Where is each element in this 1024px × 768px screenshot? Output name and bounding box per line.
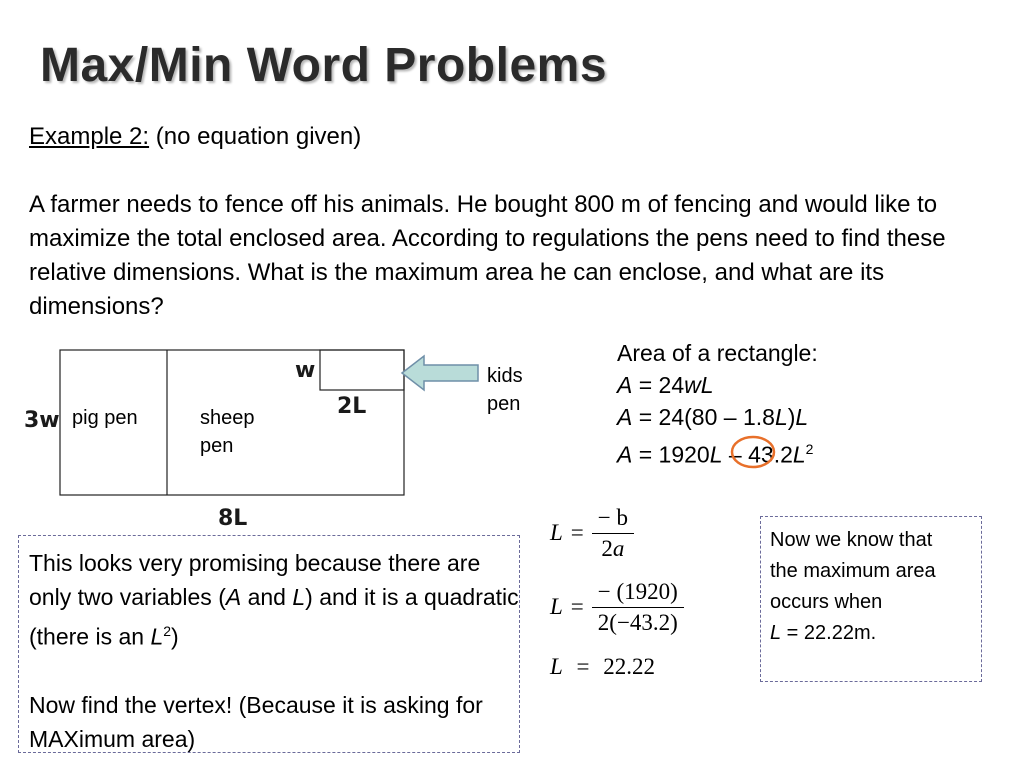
var-A: A — [617, 441, 633, 468]
fraction — [592, 505, 634, 562]
example-note: (no equation given) — [155, 123, 362, 150]
vertex-eq-2 — [550, 566, 684, 648]
numerator: − b — [597, 504, 629, 530]
example-label: Example 2: — [29, 123, 150, 150]
var-L: L — [792, 441, 806, 468]
promising-note-box — [18, 535, 520, 753]
vertex-eq-3 — [550, 654, 684, 680]
highlight-circle — [728, 434, 778, 470]
sheep-pen-line1: sheep — [200, 407, 255, 429]
denominator: 2(−43.2) — [597, 609, 678, 635]
text: and — [241, 584, 293, 610]
label-w: w — [295, 358, 316, 383]
var-L: L — [550, 594, 563, 619]
var-L: L — [150, 623, 164, 650]
var-wL: wL — [684, 372, 714, 398]
var-A: A — [617, 372, 633, 398]
text: ) and it is a quadratic (there is an — [29, 584, 519, 650]
var-L: L — [550, 520, 563, 545]
area-line-3 — [617, 433, 818, 471]
area-heading: Area of a rectangle: — [617, 340, 818, 366]
pig-pen-label: pig pen — [72, 407, 138, 429]
label-8L: 8L — [218, 506, 248, 531]
vertex-equations — [550, 500, 684, 680]
kids-pen-label — [487, 362, 523, 418]
text: ) — [171, 623, 179, 650]
result-value: 22.22 — [603, 654, 656, 679]
eq-part: = 1920 — [632, 441, 710, 468]
equals-sign: = — [570, 594, 584, 619]
equals-sign: = — [570, 520, 584, 545]
fraction — [592, 579, 684, 636]
minus-sign: – — [722, 441, 749, 468]
var-L: L — [770, 622, 782, 644]
promising-paragraph-1 — [29, 546, 519, 654]
vertex-eq-1 — [550, 500, 684, 566]
area-line-1 — [617, 369, 818, 401]
value: = 22.22m. — [781, 622, 877, 644]
exponent: 2 — [805, 441, 814, 457]
equals-sign: = — [576, 654, 590, 679]
conclusion-value — [770, 618, 981, 649]
conclusion-note-box — [760, 516, 982, 682]
sheep-pen-line2: pen — [200, 435, 234, 457]
denominator-coef: 2 — [601, 535, 613, 561]
close-paren: ) — [787, 404, 796, 430]
pen-diagram — [0, 340, 540, 540]
numerator: − (1920) — [592, 579, 684, 608]
var-L: L — [795, 404, 809, 430]
var-L: L — [774, 404, 788, 430]
sheep-pen-label — [200, 404, 255, 460]
page-title: Max/Min Word Problems — [40, 39, 608, 92]
kids-pen-line2: pen — [487, 393, 521, 415]
promising-paragraph-2: Now find the vertex! (Because it is asking for MAXimum area) — [29, 691, 483, 752]
var-L: L — [709, 441, 723, 468]
area-formulas — [617, 337, 818, 471]
eq-part: = 24 — [632, 372, 685, 398]
denominator-var: a — [612, 535, 625, 561]
label-3w: 3w — [24, 408, 60, 433]
var-L: L — [292, 584, 306, 610]
problem-text: A farmer needs to fence off his animals. He bought 800 m of fencing and would like to maximize the total enclosed area. According to regulations the pens need to find these relative dimensions. What is the maximum area he can enclose, and what are its dimensions? — [29, 191, 946, 320]
kids-pen-rectangle — [320, 350, 404, 390]
area-line-2 — [617, 401, 818, 433]
text: This looks very promising because there are only two variables ( — [29, 550, 481, 610]
label-2L: 2L — [337, 394, 367, 419]
kids-pen-line1: kids — [487, 365, 523, 387]
var-A: A — [225, 584, 242, 610]
eq-part: = 24(80 – 1.8 — [632, 404, 775, 430]
arrow-icon — [402, 356, 478, 390]
exponent: 2 — [163, 623, 172, 639]
var-L: L — [550, 654, 563, 679]
var-A: A — [617, 404, 633, 430]
coef: 43.2 — [748, 441, 793, 468]
example-line — [29, 120, 361, 154]
conclusion-text: Now we know that the maximum area occurs when — [770, 529, 936, 613]
pen-diagram-svg — [0, 340, 540, 540]
